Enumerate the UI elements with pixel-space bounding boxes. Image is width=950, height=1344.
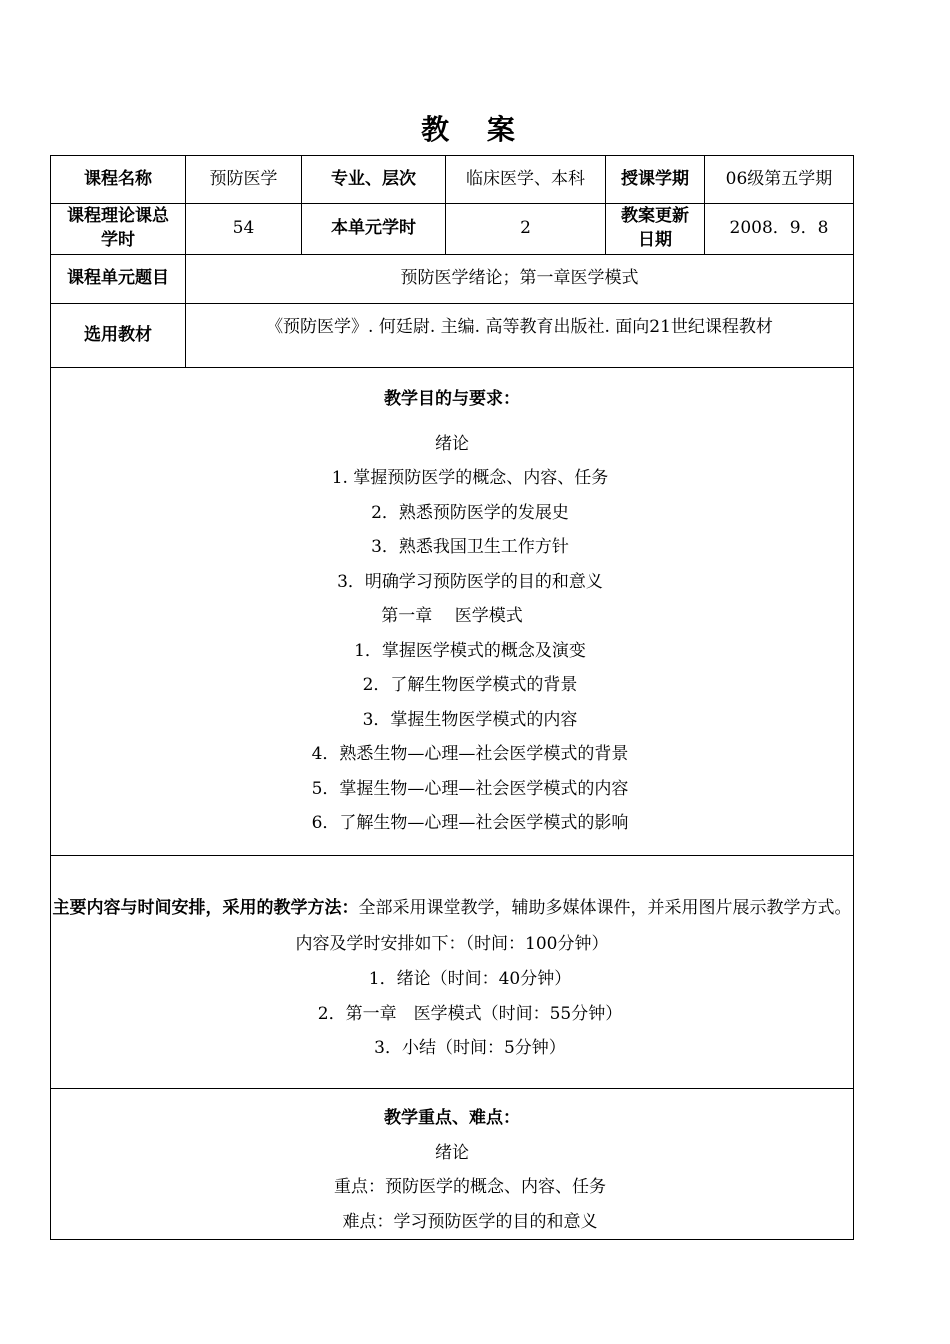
course-name-value: 预防医学 bbox=[186, 156, 302, 204]
unit-topic-value: 预防医学绪论；第一章医学模式 bbox=[186, 255, 854, 304]
key-point: 重点：预防医学的概念、内容、任务 bbox=[334, 1177, 606, 1197]
unit-hours-label: 本单元学时 bbox=[302, 204, 446, 255]
content-description: 全部采用课堂教学，辅助多媒体课件，并采用图片展示教学方式。内容及学时安排如下：（时间：100分钟） bbox=[295, 898, 852, 955]
content-row bbox=[51, 856, 854, 1089]
textbook-row bbox=[51, 304, 854, 368]
list-item: 4．熟悉生物—心理—社会医学模式的背景 bbox=[311, 744, 629, 765]
key-points-intro-title: 绪论 bbox=[435, 1142, 469, 1163]
total-hours-value: 54 bbox=[186, 204, 302, 255]
textbook-value: 《预防医学》. 何廷尉. 主编. 高等教育出版社. 面向21世纪课程教材 bbox=[186, 304, 854, 368]
update-date-value: 2008．9．8 bbox=[705, 204, 854, 255]
lesson-plan-table bbox=[50, 155, 854, 1240]
textbook-label: 选用教材 bbox=[51, 304, 186, 368]
header-row-2 bbox=[51, 204, 854, 255]
list-item: 3．掌握生物医学模式的内容 bbox=[362, 709, 578, 730]
content-paragraph bbox=[51, 890, 853, 962]
header-row-1 bbox=[51, 156, 854, 204]
key-points-row bbox=[51, 1089, 854, 1240]
list-item: 1. 掌握预防医学的概念、内容、任务 bbox=[331, 468, 609, 489]
content-section bbox=[51, 856, 854, 1089]
unit-topic-label: 课程单元题目 bbox=[51, 255, 186, 304]
update-date-label: 教案更新日期 bbox=[606, 204, 705, 255]
unit-hours-value: 2 bbox=[446, 204, 606, 255]
objectives-heading: 教学目的与要求： bbox=[384, 389, 520, 410]
list-item: 3．熟悉我国卫生工作方针 bbox=[371, 537, 569, 558]
term-value: 06级第五学期 bbox=[705, 156, 854, 204]
major-label: 专业、层次 bbox=[302, 156, 446, 204]
major-value: 临床医学、本科 bbox=[446, 156, 606, 204]
objectives-row bbox=[51, 368, 854, 856]
objectives-intro-title: 绪论 bbox=[435, 433, 469, 454]
list-item: 2．第一章 医学模式（时间：55分钟） bbox=[317, 1003, 623, 1024]
unit-topic-row bbox=[51, 255, 854, 304]
objectives-section bbox=[51, 368, 854, 856]
difficult-point: 难点：学习预防医学的目的和意义 bbox=[342, 1211, 598, 1232]
list-item: 2．熟悉预防医学的发展史 bbox=[371, 502, 569, 523]
key-points-section bbox=[51, 1089, 854, 1240]
term-label: 授课学期 bbox=[606, 156, 705, 204]
list-item: 6．了解生物—心理—社会医学模式的影响 bbox=[311, 813, 629, 834]
list-item: 5．掌握生物—心理—社会医学模式的内容 bbox=[311, 778, 629, 799]
total-hours-label: 课程理论课总学时 bbox=[51, 204, 186, 255]
key-points-heading: 教学重点、难点： bbox=[384, 1108, 520, 1128]
list-item: 1．掌握医学模式的概念及演变 bbox=[354, 640, 586, 661]
course-name-label: 课程名称 bbox=[51, 156, 186, 204]
list-item: 3．小结（时间：5分钟） bbox=[374, 1038, 566, 1059]
list-item: 2．了解生物医学模式的背景 bbox=[362, 675, 578, 696]
list-item: 1．绪论（时间：40分钟） bbox=[368, 969, 572, 990]
objectives-chapter-title: 第一章 医学模式 bbox=[381, 606, 523, 627]
page-title: 教 案 bbox=[421, 113, 529, 146]
content-heading: 主要内容与时间安排，采用的教学方法： bbox=[52, 898, 359, 919]
list-item: 3．明确学习预防医学的目的和意义 bbox=[337, 571, 603, 592]
